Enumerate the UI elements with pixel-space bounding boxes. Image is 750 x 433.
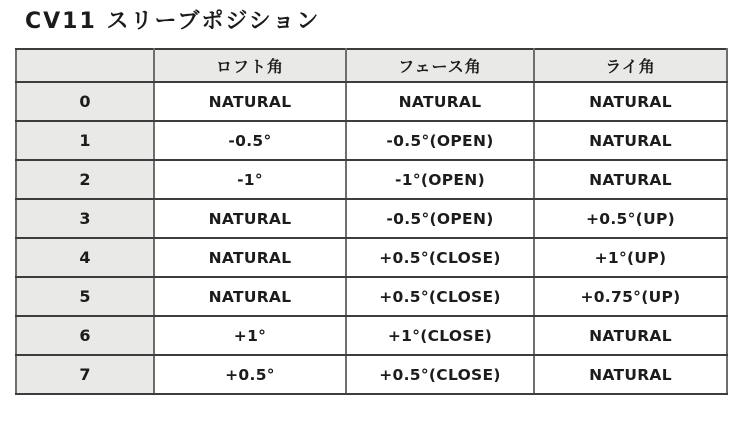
- loft-cell: NATURAL: [154, 238, 346, 277]
- loft-cell: +1°: [154, 316, 346, 355]
- position-cell: 2: [16, 160, 154, 199]
- lie-cell: +1°(UP): [534, 238, 727, 277]
- table-row-6: [16, 316, 727, 355]
- loft-cell: NATURAL: [154, 277, 346, 316]
- table-header-row: [16, 49, 727, 82]
- lie-cell: +0.75°(UP): [534, 277, 727, 316]
- face-cell: -1°(OPEN): [346, 160, 534, 199]
- table-row-7: [16, 355, 727, 394]
- lie-cell: NATURAL: [534, 121, 727, 160]
- header-loft-angle: ロフト角: [154, 49, 346, 82]
- loft-cell: -1°: [154, 160, 346, 199]
- position-cell: 3: [16, 199, 154, 238]
- loft-cell: -0.5°: [154, 121, 346, 160]
- face-cell: -0.5°(OPEN): [346, 121, 534, 160]
- face-cell: +0.5°(CLOSE): [346, 238, 534, 277]
- face-cell: NATURAL: [346, 82, 534, 121]
- header-corner-cell: [16, 49, 154, 82]
- face-cell: +1°(CLOSE): [346, 316, 534, 355]
- header-face-angle: フェース角: [346, 49, 534, 82]
- position-cell: 0: [16, 82, 154, 121]
- loft-cell: NATURAL: [154, 199, 346, 238]
- table-row-5: [16, 277, 727, 316]
- position-cell: 1: [16, 121, 154, 160]
- lie-cell: NATURAL: [534, 316, 727, 355]
- table-row-2: [16, 160, 727, 199]
- position-cell: 5: [16, 277, 154, 316]
- sleeve-position-table: [15, 48, 728, 395]
- table-row-4: [16, 238, 727, 277]
- position-cell: 4: [16, 238, 154, 277]
- lie-cell: +0.5°(UP): [534, 199, 727, 238]
- face-cell: -0.5°(OPEN): [346, 199, 534, 238]
- table-row-3: [16, 199, 727, 238]
- loft-cell: NATURAL: [154, 82, 346, 121]
- face-cell: +0.5°(CLOSE): [346, 277, 534, 316]
- position-cell: 6: [16, 316, 154, 355]
- table-row-0: [16, 82, 727, 121]
- face-cell: +0.5°(CLOSE): [346, 355, 534, 394]
- lie-cell: NATURAL: [534, 82, 727, 121]
- header-lie-angle: ライ角: [534, 49, 727, 82]
- lie-cell: NATURAL: [534, 355, 727, 394]
- position-cell: 7: [16, 355, 154, 394]
- table-row-1: [16, 121, 727, 160]
- lie-cell: NATURAL: [534, 160, 727, 199]
- page-title: CV11 スリーブポジション: [25, 9, 321, 34]
- loft-cell: +0.5°: [154, 355, 346, 394]
